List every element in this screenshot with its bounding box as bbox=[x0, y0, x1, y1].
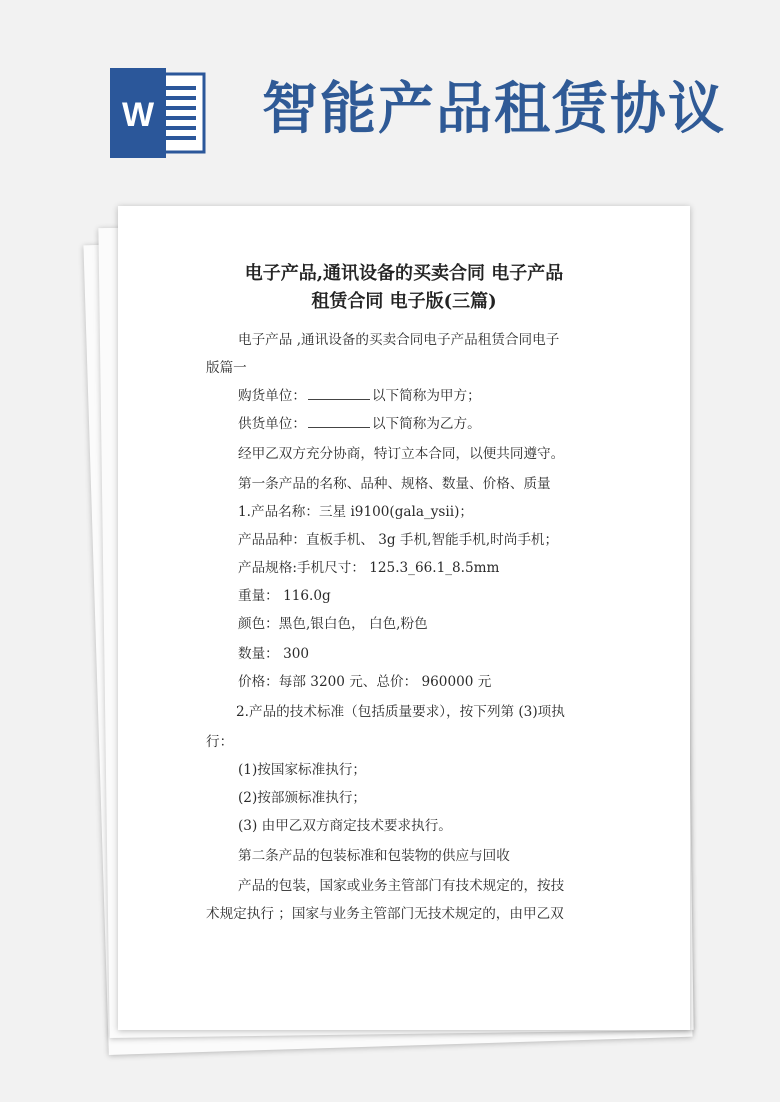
banner bbox=[0, 0, 780, 200]
buyer-line bbox=[238, 386, 481, 406]
seller-line bbox=[238, 414, 481, 434]
tech-standard-line: 2.产品的技术标准（包括质量要求），按下列第 (3)项执 bbox=[236, 704, 565, 720]
product-name-line: 1.产品名称：三星 i9100(gala_ysii)； bbox=[238, 504, 473, 520]
document-title-line: 租赁合同 电子版(三篇) bbox=[311, 291, 497, 312]
price-line: 价格：每部 3200 元、总价： 960000 元 bbox=[238, 674, 492, 690]
product-spec-line: 产品规格:手机尺寸： 125.3_66.1_8.5mm bbox=[238, 560, 500, 576]
intro-line: 电子产品 ,通讯设备的买卖合同电子产品租赁合同电子 bbox=[238, 332, 560, 348]
weight-line: 重量： 116.0g bbox=[238, 588, 331, 604]
word-logo-icon bbox=[110, 68, 206, 158]
color-line: 颜色：黑色,银白色， 白色,粉色 bbox=[238, 616, 428, 632]
article2-title: 第二条产品的包装标准和包装物的供应与回收 bbox=[238, 848, 510, 864]
packaging-line: 产品的包装，国家或业务主管部门有技术规定的，按技 bbox=[238, 878, 565, 894]
intro-line: 版篇一 bbox=[206, 360, 247, 376]
standard-item: (1)按国家标准执行； bbox=[238, 762, 367, 778]
article1-title: 第一条产品的名称、品种、规格、数量、价格、质量 bbox=[238, 476, 551, 492]
word-logo-letter: W bbox=[121, 96, 155, 134]
seller-label: 供货单位： bbox=[238, 416, 306, 432]
quantity-line: 数量： 300 bbox=[238, 646, 310, 662]
banner-title: 智能产品租赁协议 bbox=[262, 77, 726, 142]
buyer-label: 购货单位： bbox=[238, 388, 306, 404]
tech-standard-line: 行： bbox=[206, 734, 234, 750]
product-variety-line: 产品品种：直板手机、 3g 手机,智能手机,时尚手机； bbox=[238, 532, 559, 548]
seller-suffix: 以下简称为乙方。 bbox=[371, 416, 481, 432]
buyer-suffix: 以下简称为甲方； bbox=[371, 388, 481, 404]
document-page bbox=[118, 206, 690, 1030]
document-title-line: 电子产品,通讯设备的买卖合同 电子产品 bbox=[244, 263, 564, 284]
packaging-line: 术规定执行 ；国家与业务主管部门无技术规定的，由甲乙双 bbox=[206, 906, 564, 922]
seller-blank bbox=[308, 415, 370, 428]
buyer-blank bbox=[308, 387, 370, 400]
standard-item: (2)按部颁标准执行； bbox=[238, 790, 367, 806]
agreement-line: 经甲乙双方充分协商，特订立本合同，以便共同遵守。 bbox=[238, 446, 565, 462]
standard-item: (3) 由甲乙双方商定技术要求执行。 bbox=[238, 818, 452, 834]
